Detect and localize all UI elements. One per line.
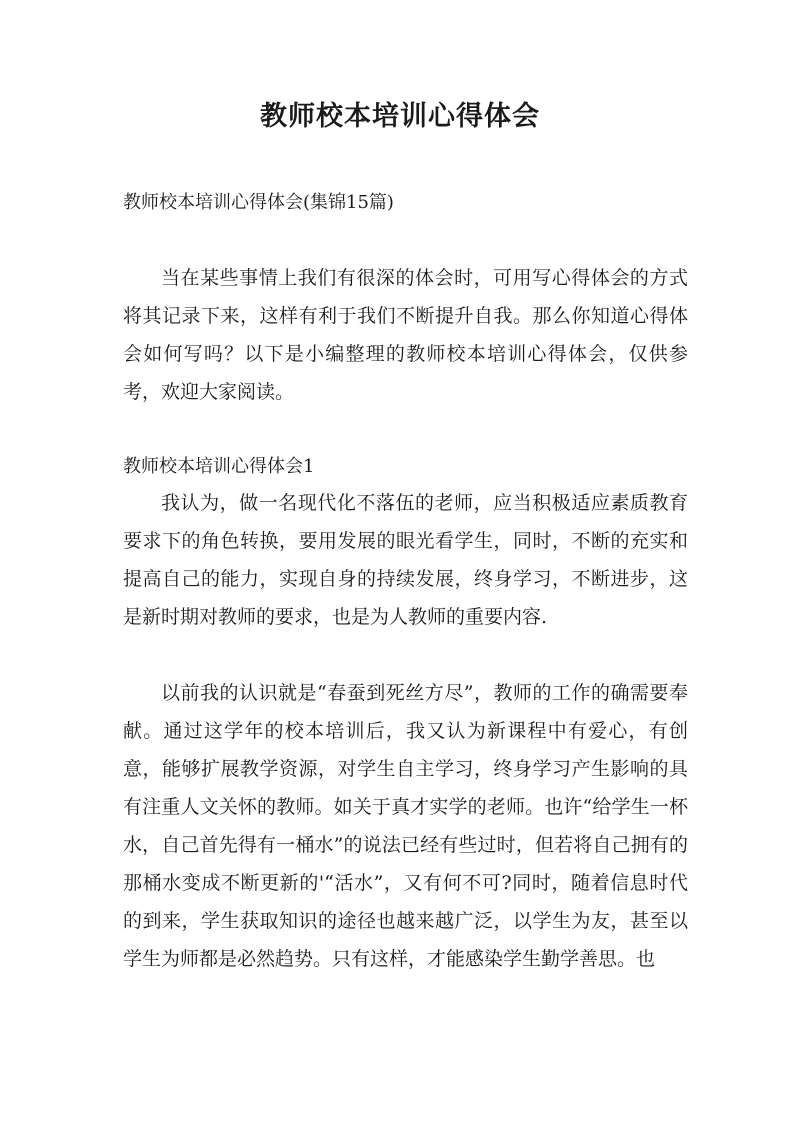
body-paragraph-2: 以前我的认识就是“春蚕到死丝方尽”，教师的工作的确需要奉献。通过这学年的校本培训后，我又认为新课程中有爱心，有创意，能够扩展教学资源，对学生自主学习，终身学习产生影响的具有注重人文关怀的教师。如关于真才实学的老师。也许“给学生一杯水，自己首先得有一桶水”的说法已经有些过时，但若将自己拥有的那桶水变成不断更新的'“活水”，又有何不可?同时，随着信息时代的到来，学生获取知识的途径也越来越广泛，以学生为友，甚至以学生为师都是必然趋势。只有这样，才能感染学生勤学善思。也 xyxy=(123,682,688,970)
body-paragraph-1: 我认为，做一名现代化不落伍的老师，应当积极适应素质教育要求下的角色转换，要用发展的眼光看学生，同时，不断的充实和提高自己的能力，实现自身的持续发展，终身学习，不断进步，这是新时期对教师的要求，也是为人教师的重要内容. xyxy=(123,492,688,628)
section-heading: 教师校本培训心得体会1 xyxy=(123,456,315,477)
document-title: 教师校本培训心得体会 xyxy=(260,101,540,132)
document-subtitle: 教师校本培训心得体会(集锦15篇) xyxy=(123,192,394,213)
intro-paragraph: 当在某些事情上我们有很深的体会时，可用写心得体会的方式将其记录下来，这样有利于我们不断提升自我。那么你知道心得体会如何写吗？以下是小编整理的教师校本培训心得体会，仅供参考，欢迎大家阅读。 xyxy=(123,267,688,403)
